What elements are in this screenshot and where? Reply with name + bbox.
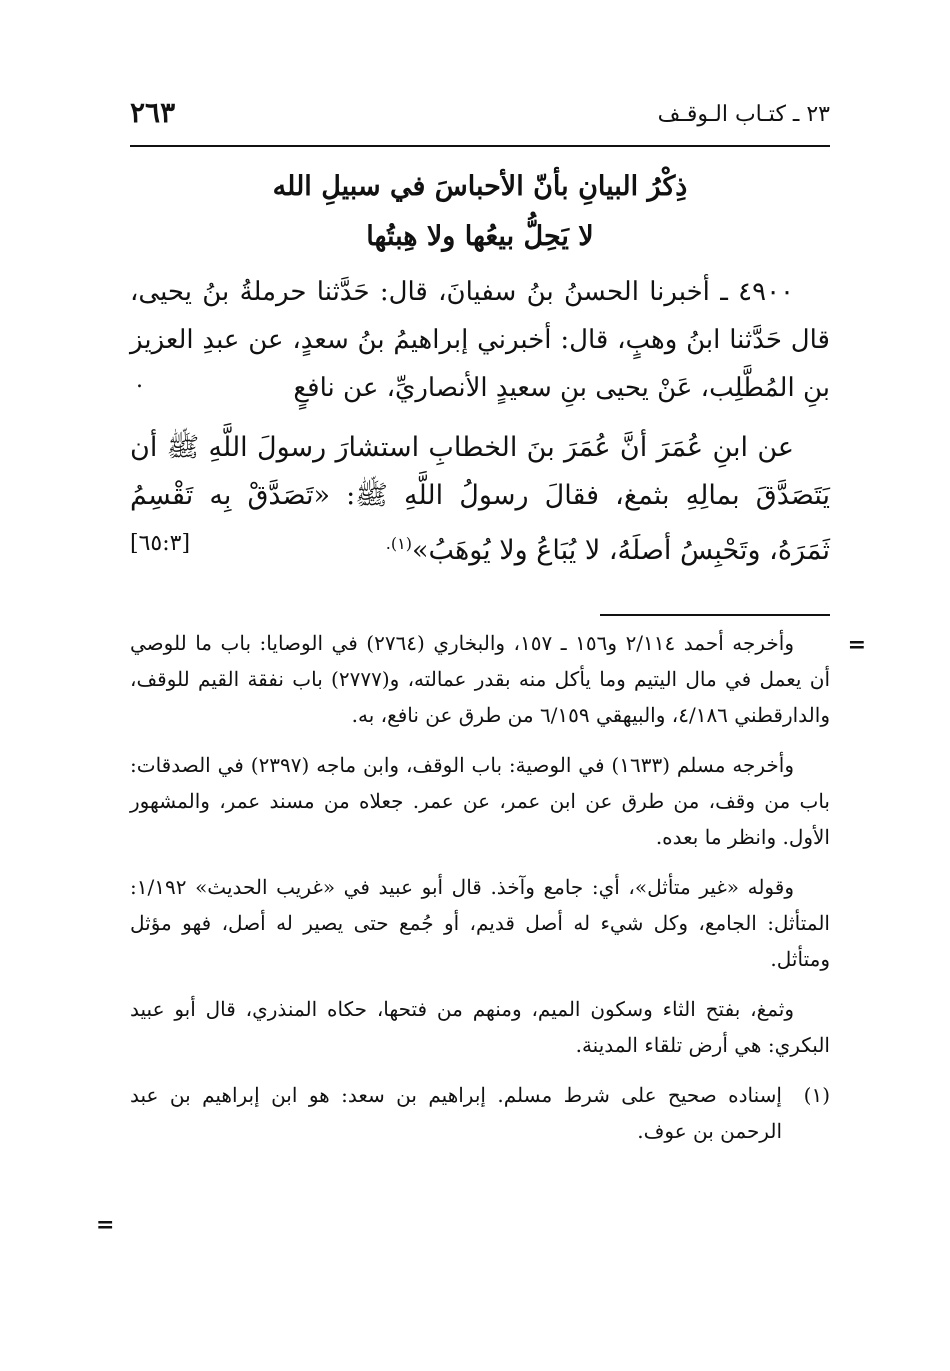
continuation-mark-top: = (847, 632, 866, 658)
hadith-reference: [٦٥:٣] (130, 531, 191, 556)
margin-mark: . (136, 368, 143, 393)
hadith-matn: عن ابنِ عُمَرَ أنَّ عُمَرَ بنَ الخطابِ استشارَ رسولَ اللَّهِ ﷺ أن يَتَصَدَّقَ بمالِهِ بثمغ، فقالَ رسولُ اللَّهِ ﷺ: «تَصَدَّقْ بِه تَقْسِمُ ثَمَرَهُ، وتَحْبِسُ أصلَهُ، لا يُبَاعُ ولا يُوهَبُ» (130, 432, 830, 566)
header-rule (130, 145, 830, 147)
footnote-1 (130, 1077, 830, 1149)
hadith-matn-block (130, 424, 830, 575)
page-number: ٢٦٣ (130, 96, 176, 129)
footnote-rule (600, 614, 830, 616)
continuation-mark-bottom: = (96, 1212, 115, 1238)
hadith-isnad: ٤٩٠٠ ـ أخبرنا الحسنُ بنُ سفيانَ، قال: حَدَّثنا حرملةُ بنُ يحيى، قال حَدَّثنا ابنُ وهبٍ، قال: أخبرني إبراهيمُ بنُ سعدٍ، عن عبدِ العزيز بنِ المُطَّلِب، عَنْ يحيى بنِ سعيدٍ الأنصاريِّ، عن نافعٍ (130, 277, 830, 403)
running-title: ٢٣ ـ كتـاب الـوقـف (657, 102, 830, 127)
chapter-heading (130, 162, 830, 262)
note-paragraph: وأخرجه مسلم (١٦٣٣) في الوصية: باب الوقف، وابن ماجه (٢٣٩٧) في الصدقات: باب من وقف، من طرق عن ابن عمر، عن عمر. جعلاه من مسند عمر، والمشهور الأول. وانظر ما بعده. (130, 753, 830, 849)
footnote-number: (١) (803, 1083, 830, 1107)
page-header (130, 96, 830, 136)
footnotes (130, 625, 830, 1163)
footnote-text: إسناده صحيح على شرط مسلم. إبراهيم بن سعد: هو ابن إبراهيم بن عبد الرحمن بن عوف. (130, 1083, 782, 1143)
note-paragraph: وأخرجه أحمد ٢/١١٤ و١٥٦ ـ ١٥٧، والبخاري (٢٧٦٤) في الوصايا: باب ما للوصي أن يعمل في مال اليتيم وما يأكل منه بقدر عمالته، و(٢٧٧٧) باب نفقة القيم للوقف، والدارقطني ٤/١٨٦، والبيهقي ٦/١٥٩ من طرق عن نافع، به. (130, 631, 830, 727)
chapter-title-line-2: لا يَحِلُّ بيعُها ولا هِبتُها (366, 221, 594, 252)
footnote-marker: (١). (385, 534, 412, 553)
hadith-body (130, 268, 830, 575)
note-paragraph: وثمغ، بفتح الثاء وسكون الميم، ومنهم من فتحها، حكاه المنذري، قال أبو عبيد البكري: هي أرض تلقاء المدينة. (130, 997, 830, 1057)
note-paragraph: وقوله «غير متأثل»، أي: جامع وآخذ. قال أبو عبيد في «غريب الحديث» ١/١٩٢: المتأثل: الجامع، وكل شيء له أصل قديم، أو جُمع حتى يصير له أصل، فهو مؤثل ومتأثل. (130, 875, 830, 971)
chapter-title-line-1: ذِكْرُ البيانِ بأنّ الأحباسَ في سبيلِ الله (272, 171, 688, 202)
